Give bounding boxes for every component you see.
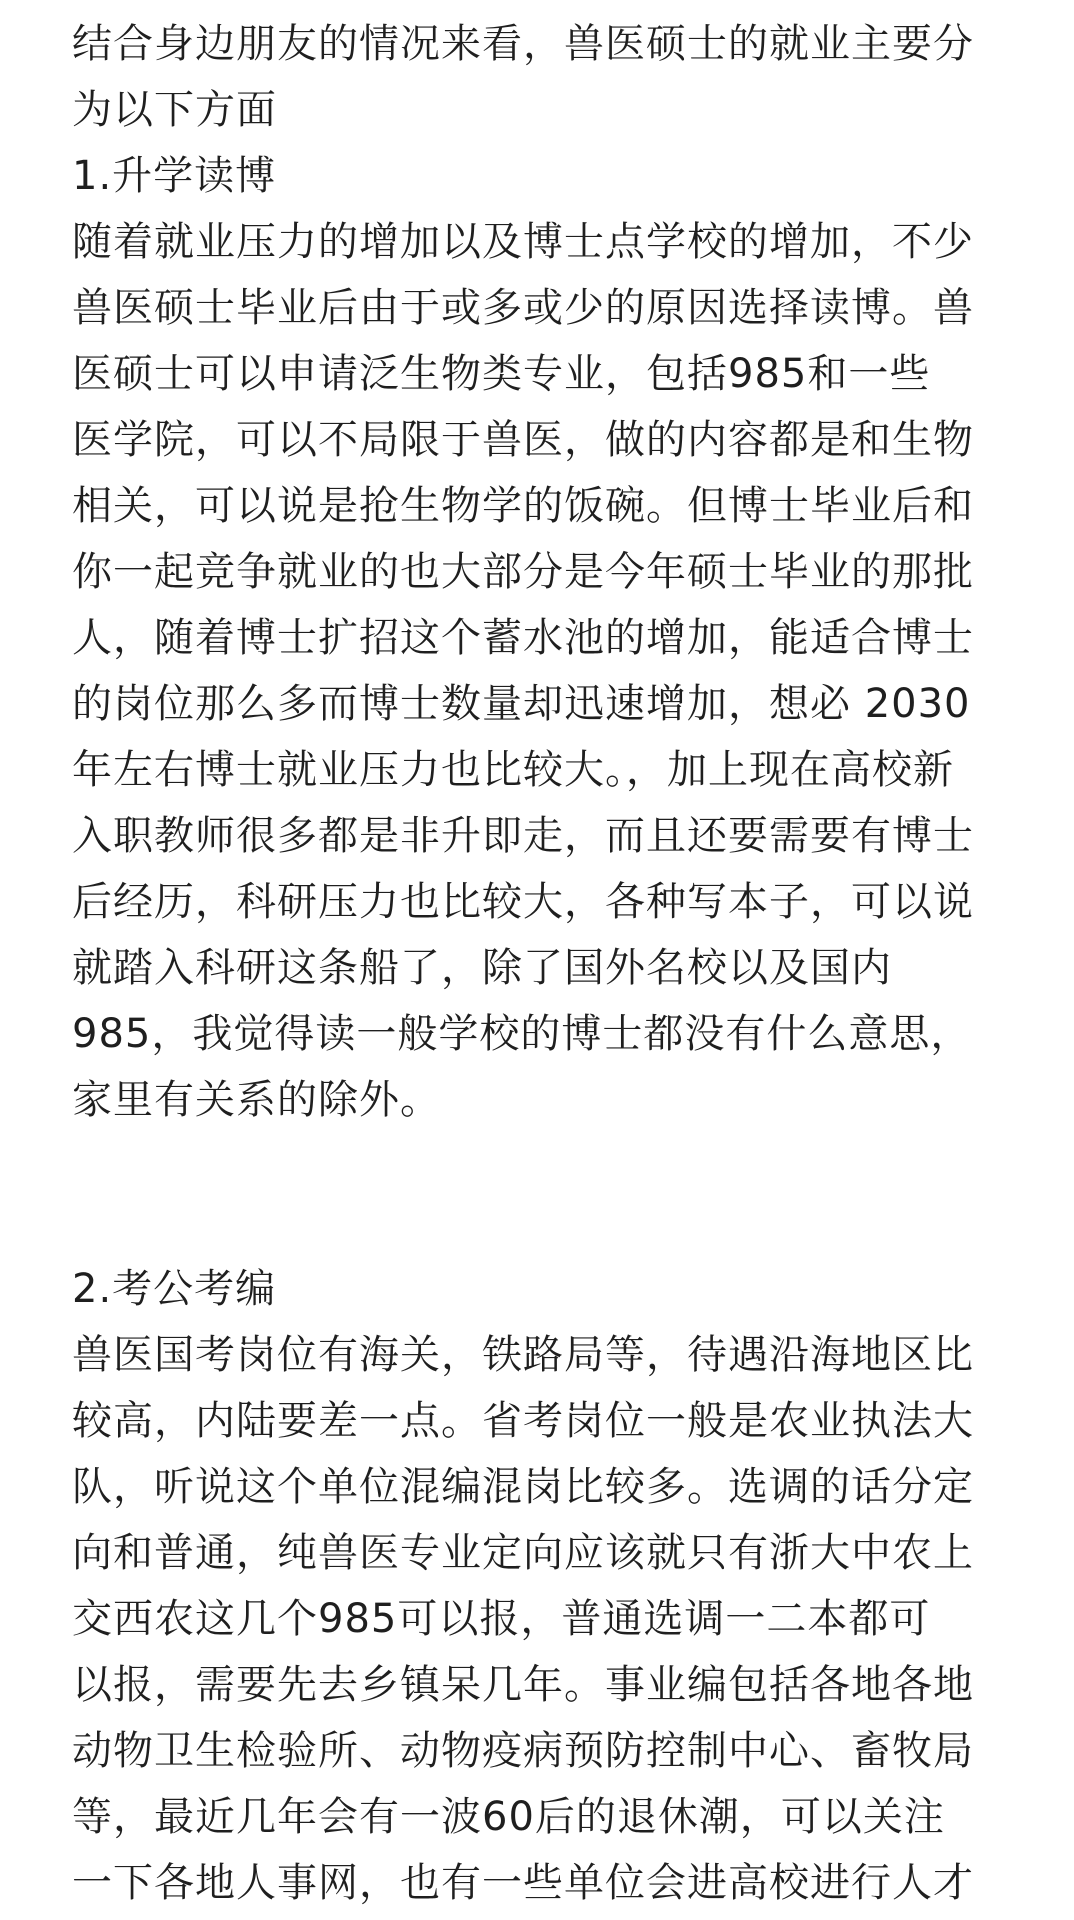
section-2-line: 较高，内陆要差一点。省考岗位一般是农业执法大 — [72, 1398, 974, 1444]
section-2-line: 交西农这几个985可以报，普通选调一二本都可 — [72, 1596, 931, 1642]
intro-line-2: 为以下方面 — [72, 87, 277, 133]
section-2-line: 一下各地人事网，也有一些单位会进高校进行人才 — [72, 1860, 974, 1906]
intro-line-1: 结合身边朋友的情况来看，兽医硕士的就业主要分 — [72, 21, 974, 67]
section-2-line: 向和普通，纯兽医专业定向应该就只有浙大中农上 — [72, 1530, 974, 1576]
section-1-line: 医硕士可以申请泛生物类专业，包括985和一些 — [72, 351, 931, 397]
section-1-line: 入职教师很多都是非升即走，而且还要需要有博士 — [72, 813, 974, 859]
section-1-line: 人，随着博士扩招这个蓄水池的增加，能适合博士 — [72, 615, 974, 661]
section-2-line: 队，听说这个单位混编混岗比较多。选调的话分定 — [72, 1464, 974, 1510]
section-1-line: 家里有关系的除外。 — [72, 1077, 441, 1123]
section-1-line: 后经历，科研压力也比较大，各种写本子，可以说 — [72, 879, 974, 925]
section-2-line: 兽医国考岗位有海关，铁路局等，待遇沿海地区比 — [72, 1332, 974, 1378]
section-1-line: 你一起竞争就业的也大部分是今年硕士毕业的那批 — [72, 549, 974, 595]
section-1-heading: 1.升学读博 — [72, 153, 277, 199]
section-1-line: 就踏入科研这条船了，除了国外名校以及国内 — [72, 945, 892, 991]
section-2-line: 动物卫生检验所、动物疫病预防控制中心、畜牧局 — [72, 1728, 974, 1774]
section-1-line: 985，我觉得读一般学校的博士都没有什么意思， — [72, 1011, 972, 1057]
section-1-line: 的岗位那么多而博士数量却迅速增加，想必 2030 — [72, 681, 971, 727]
section-1-line: 年左右博士就业压力也比较大。，加上现在高校新 — [72, 747, 954, 793]
section-1-line: 相关，可以说是抢生物学的饭碗。但博士毕业后和 — [72, 483, 974, 529]
section-1-line: 随着就业压力的增加以及博士点学校的增加，不少 — [72, 219, 974, 265]
section-1-line: 医学院，可以不局限于兽医，做的内容都是和生物 — [72, 417, 974, 463]
section-2-line: 以报，需要先去乡镇呆几年。事业编包括各地各地 — [72, 1662, 974, 1708]
section-1-line: 兽医硕士毕业后由于或多或少的原因选择读博。兽 — [72, 285, 974, 331]
section-2-heading: 2.考公考编 — [72, 1266, 277, 1312]
section-2-line: 等，最近几年会有一波60后的退休潮，可以关注 — [72, 1794, 945, 1840]
